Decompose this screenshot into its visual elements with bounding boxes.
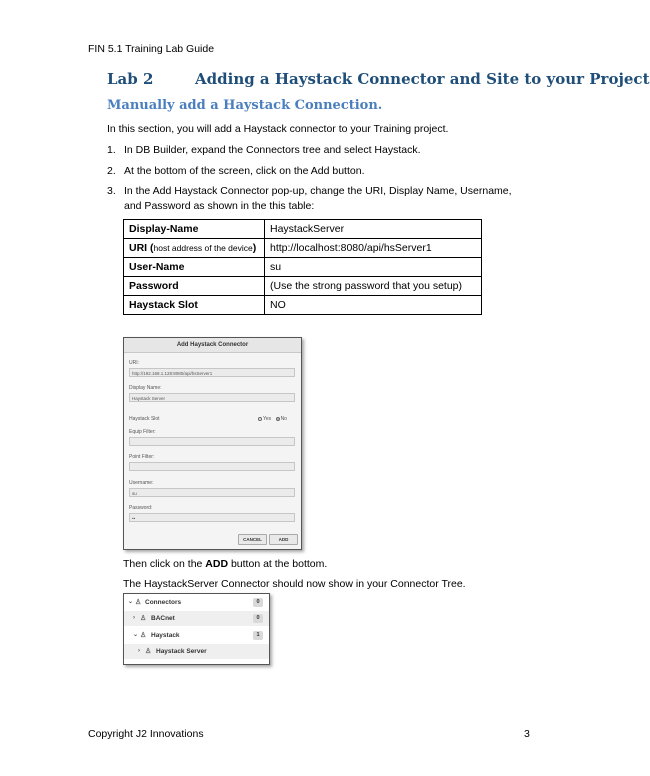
key-note: host address of the device [153, 243, 253, 253]
instruction-text: button at the bottom. [228, 558, 328, 570]
tree-instruction: The HaystackServer Connector should now show in your Connector Tree. [123, 578, 466, 590]
page-header: FIN 5.1 Training Lab Guide [88, 43, 215, 55]
radio-no-label: No [280, 416, 287, 422]
cancel-button[interactable]: CANCEL [238, 534, 267, 545]
table-value: su [265, 258, 482, 277]
footer-copyright: Copyright J2 Innovations [88, 728, 204, 740]
instruction-text: Then click on the [123, 558, 206, 570]
tree-item-label: Haystack [151, 632, 180, 639]
key-text: URI ( [129, 242, 154, 254]
step-number: 3. [107, 185, 116, 197]
tree-node-icon: ♙ [140, 632, 147, 639]
tree-node-icon: ♙ [135, 599, 142, 606]
tree-item-label: BACnet [151, 615, 175, 622]
tree-item-haystack[interactable] [124, 628, 269, 643]
radio-yes-label: Yes [263, 416, 272, 422]
step-number: 1. [107, 144, 116, 156]
chevron-right-icon[interactable]: › [138, 648, 140, 654]
add-haystack-connector-dialog [123, 337, 302, 550]
table-value: (Use the strong password that you setup) [265, 277, 482, 296]
table-key: User-Name [124, 258, 265, 277]
haystack-slot-radio-group [258, 416, 287, 422]
uri-input[interactable]: http://192.168.1.128:8080/api/hsServer1 [129, 368, 295, 377]
lab-title: Adding a Haystack Connector and Site to your Project [195, 70, 650, 88]
table-key: Display-Name [124, 220, 265, 239]
username-label: Username: [129, 480, 154, 486]
display-name-label: Display Name: [129, 385, 162, 391]
key-text: ) [252, 242, 257, 254]
step-text: In DB Builder, expand the Connectors tree and select Haystack. [124, 144, 421, 156]
equip-filter-label: Equip Filter: [129, 429, 156, 435]
display-name-input[interactable]: Haystack Server [129, 393, 295, 402]
step-text: At the bottom of the screen, click on the Add button. [124, 165, 365, 177]
dialog-title: Add Haystack Connector [124, 338, 301, 353]
section-subheading: Manually add a Haystack Connection. [107, 98, 383, 113]
chevron-down-icon[interactable]: ⌄ [128, 599, 134, 605]
radio-no[interactable] [276, 417, 280, 421]
table-value: HaystackServer [265, 220, 482, 239]
tree-item-haystack-server[interactable] [124, 644, 269, 659]
intro-paragraph: In this section, you will add a Haystack connector to your Training project. [107, 123, 449, 135]
instruction-bold: ADD [205, 558, 229, 570]
connector-tree [123, 593, 270, 665]
tree-item-connectors[interactable] [124, 595, 269, 610]
step-text: In the Add Haystack Connector pop-up, change the URI, Display Name, Username, and Password as shown in the this table: [124, 185, 512, 212]
tree-item-label: Connectors [145, 599, 182, 606]
lab-number: Lab 2 [107, 70, 154, 88]
point-filter-input[interactable] [129, 462, 295, 471]
page-number: 3 [524, 728, 530, 740]
table-key: Haystack Slot [124, 296, 265, 315]
add-button[interactable]: ADD [269, 534, 298, 545]
equip-filter-input[interactable] [129, 437, 295, 446]
tree-item-bacnet[interactable] [124, 611, 269, 626]
table-row [124, 239, 482, 258]
table-value: http://localhost:8080/api/hsServer1 [265, 239, 482, 258]
settings-table [123, 219, 482, 315]
username-input[interactable]: su [129, 488, 295, 497]
count-badge: 0 [253, 614, 263, 623]
tree-item-label: Haystack Server [156, 648, 207, 655]
chevron-down-icon[interactable]: ⌄ [133, 632, 139, 638]
step-number: 2. [107, 165, 116, 177]
table-row [124, 296, 482, 315]
table-row [124, 220, 482, 239]
table-key [124, 239, 265, 258]
table-value: NO [265, 296, 482, 315]
tree-node-icon: ♙ [140, 615, 147, 622]
haystack-slot-label: Haystack Slot [129, 416, 160, 422]
uri-label: URI: [129, 360, 139, 366]
add-instruction [123, 557, 327, 572]
table-row [124, 277, 482, 296]
table-key: Password [124, 277, 265, 296]
password-label: Password: [129, 505, 153, 511]
count-badge: 0 [253, 598, 263, 607]
lab-heading [107, 70, 650, 88]
table-row [124, 258, 482, 277]
count-badge: 1 [253, 631, 263, 640]
tree-node-icon: ♙ [145, 648, 152, 655]
point-filter-label: Point Filter: [129, 454, 155, 460]
chevron-right-icon[interactable]: › [133, 615, 135, 621]
radio-yes[interactable] [258, 417, 262, 421]
password-input[interactable]: •• [129, 513, 295, 522]
